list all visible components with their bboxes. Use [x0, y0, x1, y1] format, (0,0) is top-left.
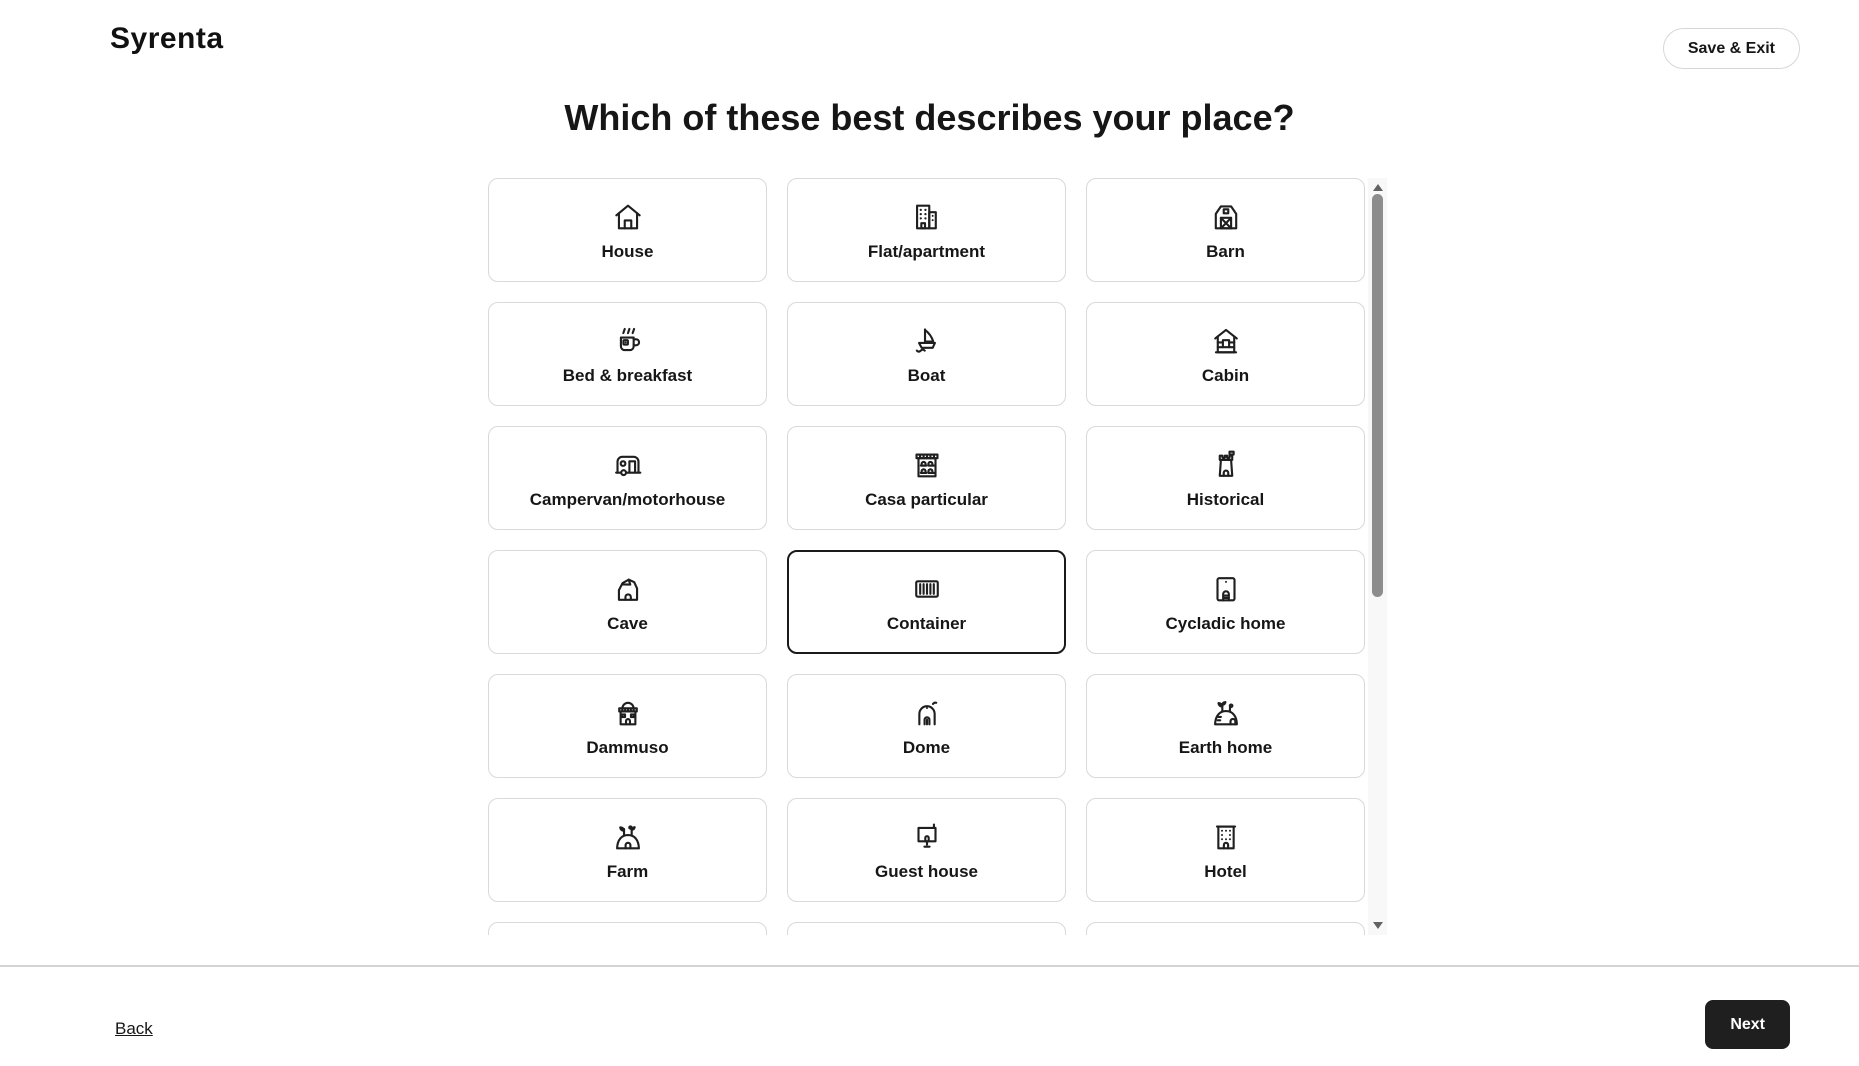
farm-icon: [611, 820, 645, 854]
card-campervan-motorhouse[interactable]: [488, 426, 767, 530]
house-icon: [611, 200, 645, 234]
property-type-label: Historical: [1186, 490, 1265, 509]
property-type-label: Cave: [607, 614, 648, 633]
card-house[interactable]: [488, 178, 767, 282]
property-type-label: Casa particular: [865, 490, 988, 509]
page-title: Which of these best describes your place?: [564, 97, 1295, 138]
barn-icon: [1209, 200, 1243, 234]
card-partial-2[interactable]: [787, 922, 1066, 935]
footer: [0, 965, 1859, 1066]
card-bed-breakfast[interactable]: [488, 302, 767, 406]
card-flat-apartment[interactable]: [787, 178, 1066, 282]
save-exit-button[interactable]: Save & Exit: [1663, 28, 1800, 69]
property-type-label: Campervan/motorhouse: [529, 490, 726, 509]
earth-home-icon: [1209, 696, 1243, 730]
property-type-label: Dome: [902, 738, 951, 757]
card-dome[interactable]: [787, 674, 1066, 778]
property-type-label: Farm: [606, 862, 649, 881]
apartment-icon: [910, 200, 944, 234]
card-historical[interactable]: [1086, 426, 1365, 530]
card-cycladic-home[interactable]: [1086, 550, 1365, 654]
hotel-icon: [1209, 820, 1243, 854]
scrollbar-track[interactable]: [1368, 178, 1387, 935]
card-barn[interactable]: [1086, 178, 1365, 282]
dammuso-icon: [611, 696, 645, 730]
property-type-label: Dammuso: [586, 738, 669, 757]
property-type-label: Hotel: [1204, 862, 1247, 881]
card-cabin[interactable]: [1086, 302, 1365, 406]
card-casa-particular[interactable]: [787, 426, 1066, 530]
property-type-label: Container: [886, 614, 967, 633]
card-partial-1[interactable]: [488, 922, 767, 935]
property-type-label: House: [601, 242, 654, 261]
property-type-label: Guest house: [875, 862, 978, 881]
campervan-icon: [611, 448, 645, 482]
castle-icon: [1209, 448, 1243, 482]
property-type-scroll-area: [488, 178, 1387, 935]
card-container[interactable]: [787, 550, 1066, 654]
cave-icon: [611, 572, 645, 606]
back-link[interactable]: Back: [115, 1019, 153, 1038]
townhouse-icon: [910, 448, 944, 482]
brand-logo[interactable]: Syrenta: [110, 22, 224, 55]
card-hotel[interactable]: [1086, 798, 1365, 902]
card-partial-3[interactable]: [1086, 922, 1365, 935]
property-type-label: Cycladic home: [1165, 614, 1286, 633]
card-earth-home[interactable]: [1086, 674, 1365, 778]
scroll-up-arrow-icon[interactable]: [1373, 184, 1383, 191]
scroll-down-arrow-icon[interactable]: [1373, 922, 1383, 929]
card-farm[interactable]: [488, 798, 767, 902]
card-cave[interactable]: [488, 550, 767, 654]
cycladic-icon: [1209, 572, 1243, 606]
container-icon: [910, 572, 944, 606]
coffee-cup-icon: [611, 324, 645, 358]
property-type-label: Bed & breakfast: [562, 366, 693, 385]
property-type-label: Boat: [907, 366, 946, 385]
property-type-label: Cabin: [1201, 366, 1250, 385]
sailboat-icon: [910, 324, 944, 358]
scrollbar-thumb[interactable]: [1372, 194, 1383, 597]
log-cabin-icon: [1209, 324, 1243, 358]
property-type-label: Earth home: [1178, 738, 1273, 757]
property-type-grid: [488, 178, 1365, 935]
card-guest-house[interactable]: [787, 798, 1066, 902]
guest-sign-icon: [910, 820, 944, 854]
next-button[interactable]: Next: [1705, 1000, 1790, 1049]
dome-icon: [910, 696, 944, 730]
card-dammuso[interactable]: [488, 674, 767, 778]
property-type-label: Barn: [1206, 242, 1245, 261]
property-type-label: Flat/apartment: [867, 242, 986, 261]
card-boat[interactable]: [787, 302, 1066, 406]
